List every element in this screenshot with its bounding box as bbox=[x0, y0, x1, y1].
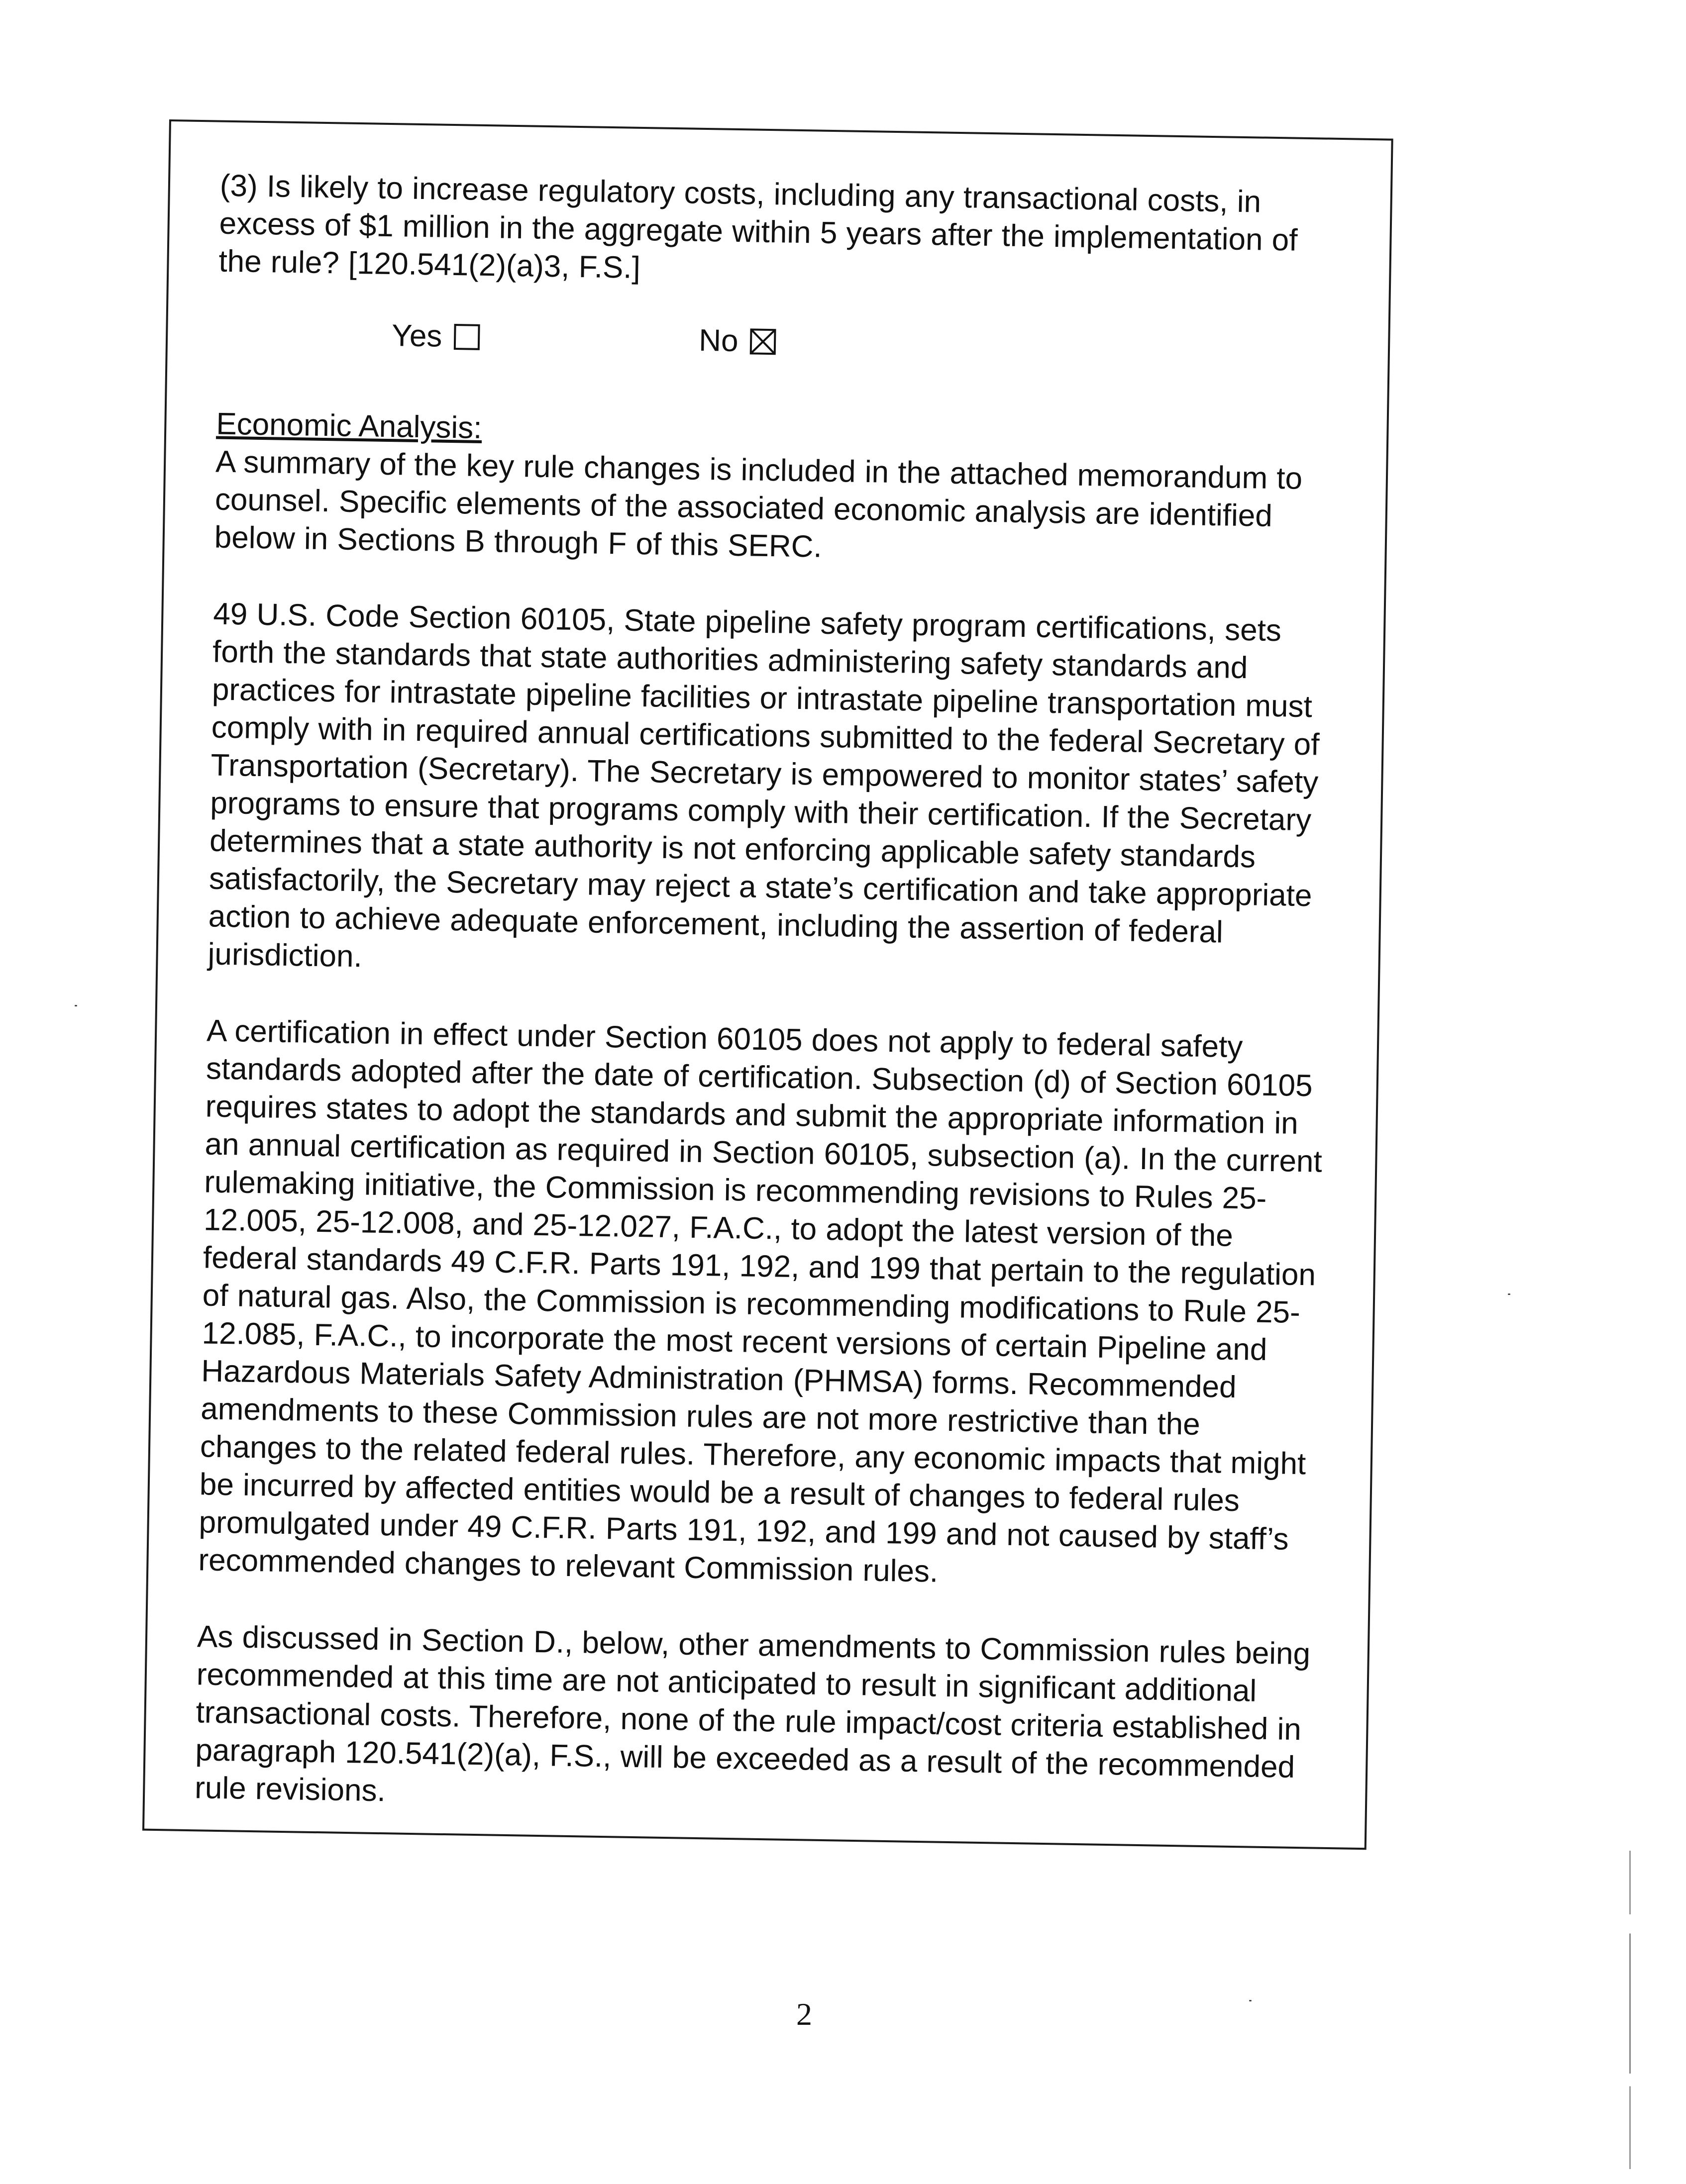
scan-edge-line bbox=[1629, 1851, 1631, 2169]
no-option[interactable] bbox=[699, 323, 776, 359]
yes-label: Yes bbox=[391, 318, 442, 354]
yes-option[interactable] bbox=[392, 318, 480, 355]
analysis-paragraph: As discussed in Section D., below, other amendments to Commission rules being recommended at this time are not anticipated to result in significant additional transactional costs. Therefore, none of the rule impact/cost criteria established in paragraph 120.541(2)(a), F.S., will be exceeded as a result of the recommended rule revisions. bbox=[194, 1619, 1311, 1808]
analysis-paragraph: 49 U.S. Code Section 60105, State pipeline safety program certifications, sets forth the standards that state authorities administering safety standards and practices for intrastate pipeline facilities or intrastate pipeline transportation must comply with in required annual certifications submitted to the federal Secretary of Transportation (Secretary). The Secretary is empowered to monitor states’ safety programs to ensure that programs comply with their certification. If the Secretary determines that a state authority is not enforcing applicable safety standards satisfactorily, the Secretary may reject a state’s certification and take appropriate action to achieve adequate enforcement, including the assertion of federal jurisdiction. bbox=[208, 596, 1320, 974]
checked-checkbox-icon[interactable] bbox=[750, 328, 776, 355]
page-number: 2 bbox=[796, 1996, 812, 2032]
analysis-paragraph: A summary of the key rule changes is included in the attached memorandum to counsel. Specific elements of the associated economic analysis are identified below in Sections B through F of this SERC. bbox=[214, 444, 1303, 564]
no-label: No bbox=[698, 323, 739, 359]
scan-speck bbox=[1249, 2000, 1252, 2001]
scan-speck bbox=[75, 1005, 77, 1006]
question-box bbox=[142, 119, 1393, 1850]
scan-speck bbox=[1508, 1293, 1510, 1295]
analysis-paragraph: A certification in effect under Section 60105 does not apply to federal safety standards adopted after the date of certification. Subsection (d) of Section 60105 requires states to adopt the standards and submit the appropriate information in an annual certification as required in Section 60105, subsection (a). In the current rulemaking initiative, the Commission is recommending revisions to Rules 25-12.005, 25-12.008, and 25-12.027, F.A.C., to adopt the latest version of the federal standards 49 C.F.R. Parts 191, 192, and 199 that pertain to the regulation of natural gas. Also, the Commission is recommending modifications to Rule 25-12.085, F.A.C., to incorporate the most recent versions of certain Pipeline and Hazardous Materials Safety Administration (PHMSA) forms. Recommended amendments to these Commission rules are not more restrictive than the changes to the related federal rules. Therefore, any economic impacts that might be incurred by affected entities would be a result of changes to federal rules promulgated under 49 C.F.R. Parts 191, 192, and 199 and not caused by staff’s recommended changes to relevant Commission rules. bbox=[198, 1013, 1323, 1589]
empty-checkbox-icon[interactable] bbox=[454, 324, 480, 350]
answer-row bbox=[392, 318, 1339, 368]
section-heading: Economic Analysis: bbox=[215, 406, 482, 445]
question-text: (3) Is likely to increase regulatory costs, including any transactional costs, in excess of $1 million in the aggregate within 5 years after the implementation of the rule? [120.541(2)(a)3, F.S.] bbox=[218, 168, 1298, 285]
